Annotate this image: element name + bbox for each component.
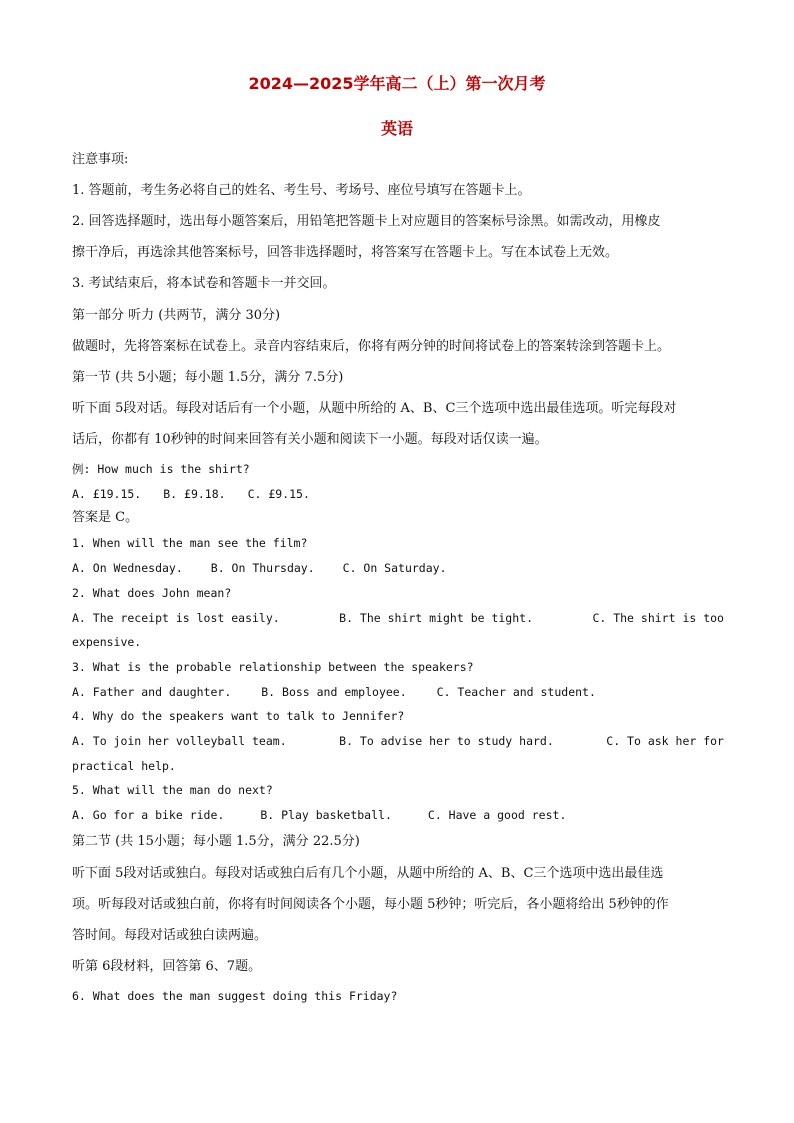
section2-instructions-2: 项。听每段对话或独白前，你将有时间阅读各个小题，每小题 5秒钟；听完后，各小题将给出 5秒钟的作	[72, 897, 669, 912]
question-3-options	[72, 684, 724, 700]
notice-item-3: 3. 考试结束后，将本试卷和答题卡一并交回。	[72, 276, 336, 291]
q3-option-c: C. Teacher and student.	[436, 685, 596, 699]
notice-item-2-cont: 擦干净后，再选涂其他答案标号，回答非选择题时，将答案写在答题卡上。写在本试卷上无效。	[72, 245, 619, 260]
section1-instructions-1: 听下面 5段对话。每段对话后有一个小题，从题中所给的 A、B、C三个选项中选出最佳选项。听完每段对	[72, 401, 677, 416]
q3-option-a: A. Father and daughter.	[72, 685, 232, 699]
q5-option-a: A. Go for a bike ride.	[72, 808, 225, 822]
q2-option-c-cont: expensive.	[72, 635, 142, 649]
section1-heading: 第一节 (共 5小题；每小题 1.5分，满分 7.5分)	[72, 370, 344, 385]
subject-title: 英语	[380, 119, 413, 138]
question-6: 6. What does the man suggest doing this Friday?	[72, 989, 398, 1003]
notice-heading: 注意事项:	[72, 152, 129, 167]
exam-title: 2024—2025学年高二（上）第一次月考	[248, 74, 546, 93]
question-5: 5. What will the man do next?	[72, 783, 273, 797]
notice-item-2: 2. 回答选择题时，选出每小题答案后，用铅笔把答题卡上对应题目的答案标号涂黑。如需改动，用橡皮	[72, 214, 661, 229]
q4-option-c-cont: practical help.	[72, 759, 176, 773]
q4-option-b: B. To advise her to study hard.	[339, 734, 554, 748]
q3-option-b: B. Boss and employee.	[261, 685, 407, 699]
part1-heading: 第一部分 听力 (共两节，满分 30分)	[72, 308, 281, 323]
q4-option-a: A. To join her volleyball team.	[72, 734, 287, 748]
material-6-heading: 听第 6段材料，回答第 6、7题。	[72, 959, 262, 974]
example-answer: 答案是 C。	[72, 510, 139, 525]
question-2-options	[72, 610, 724, 626]
q2-option-b: B. The shirt might be tight.	[339, 611, 534, 625]
question-4: 4. Why do the speakers want to talk to Jennifer?	[72, 709, 405, 723]
notice-item-1: 1. 答题前，考生务必将自己的姓名、考生号、考场号、座位号填写在答题卡上。	[72, 183, 531, 198]
question-3: 3. What is the probable relationship between the speakers?	[72, 660, 474, 674]
q1-option-c: C. On Saturday.	[342, 561, 447, 575]
example-question: 例: How much is the shirt?	[72, 462, 250, 476]
section2-instructions-1: 听下面 5段对话或独白。每段对话或独白后有几个小题，从题中所给的 A、B、C三个选项中选出最佳选	[72, 866, 664, 881]
q4-option-c: C. To ask her for	[606, 734, 724, 748]
q5-option-b: B. Play basketball.	[260, 808, 392, 822]
example-option-b: B. £9.18.	[163, 487, 226, 501]
q1-option-a: A. On Wednesday.	[72, 561, 183, 575]
q1-option-b: B. On Thursday.	[210, 561, 315, 575]
section2-instructions-3: 答时间。每段对话或独白读两遍。	[72, 928, 268, 943]
question-1-options	[72, 560, 724, 576]
example-option-a: A. £19.15.	[72, 487, 142, 501]
q2-option-c: C. The shirt is too	[592, 611, 724, 625]
question-2: 2. What does John mean?	[72, 586, 232, 600]
question-1: 1. When will the man see the film?	[72, 536, 308, 550]
q2-option-a: A. The receipt is lost easily.	[72, 611, 280, 625]
section1-instructions-2: 话后，你都有 10秒钟的时间来回答有关小题和阅读下一小题。每段对话仅读一遍。	[72, 432, 548, 447]
part1-intro: 做题时，先将答案标在试卷上。录音内容结束后，你将有两分钟的时间将试卷上的答案转涂到答题卡上。	[72, 339, 671, 354]
section2-heading: 第二节 (共 15小题；每小题 1.5分，满分 22.5分)	[72, 834, 360, 849]
q5-option-c: C. Have a good rest.	[427, 808, 567, 822]
example-option-c: C. £9.15.	[247, 487, 310, 501]
question-4-options	[72, 733, 724, 749]
example-options	[72, 486, 724, 502]
question-5-options	[72, 807, 724, 823]
